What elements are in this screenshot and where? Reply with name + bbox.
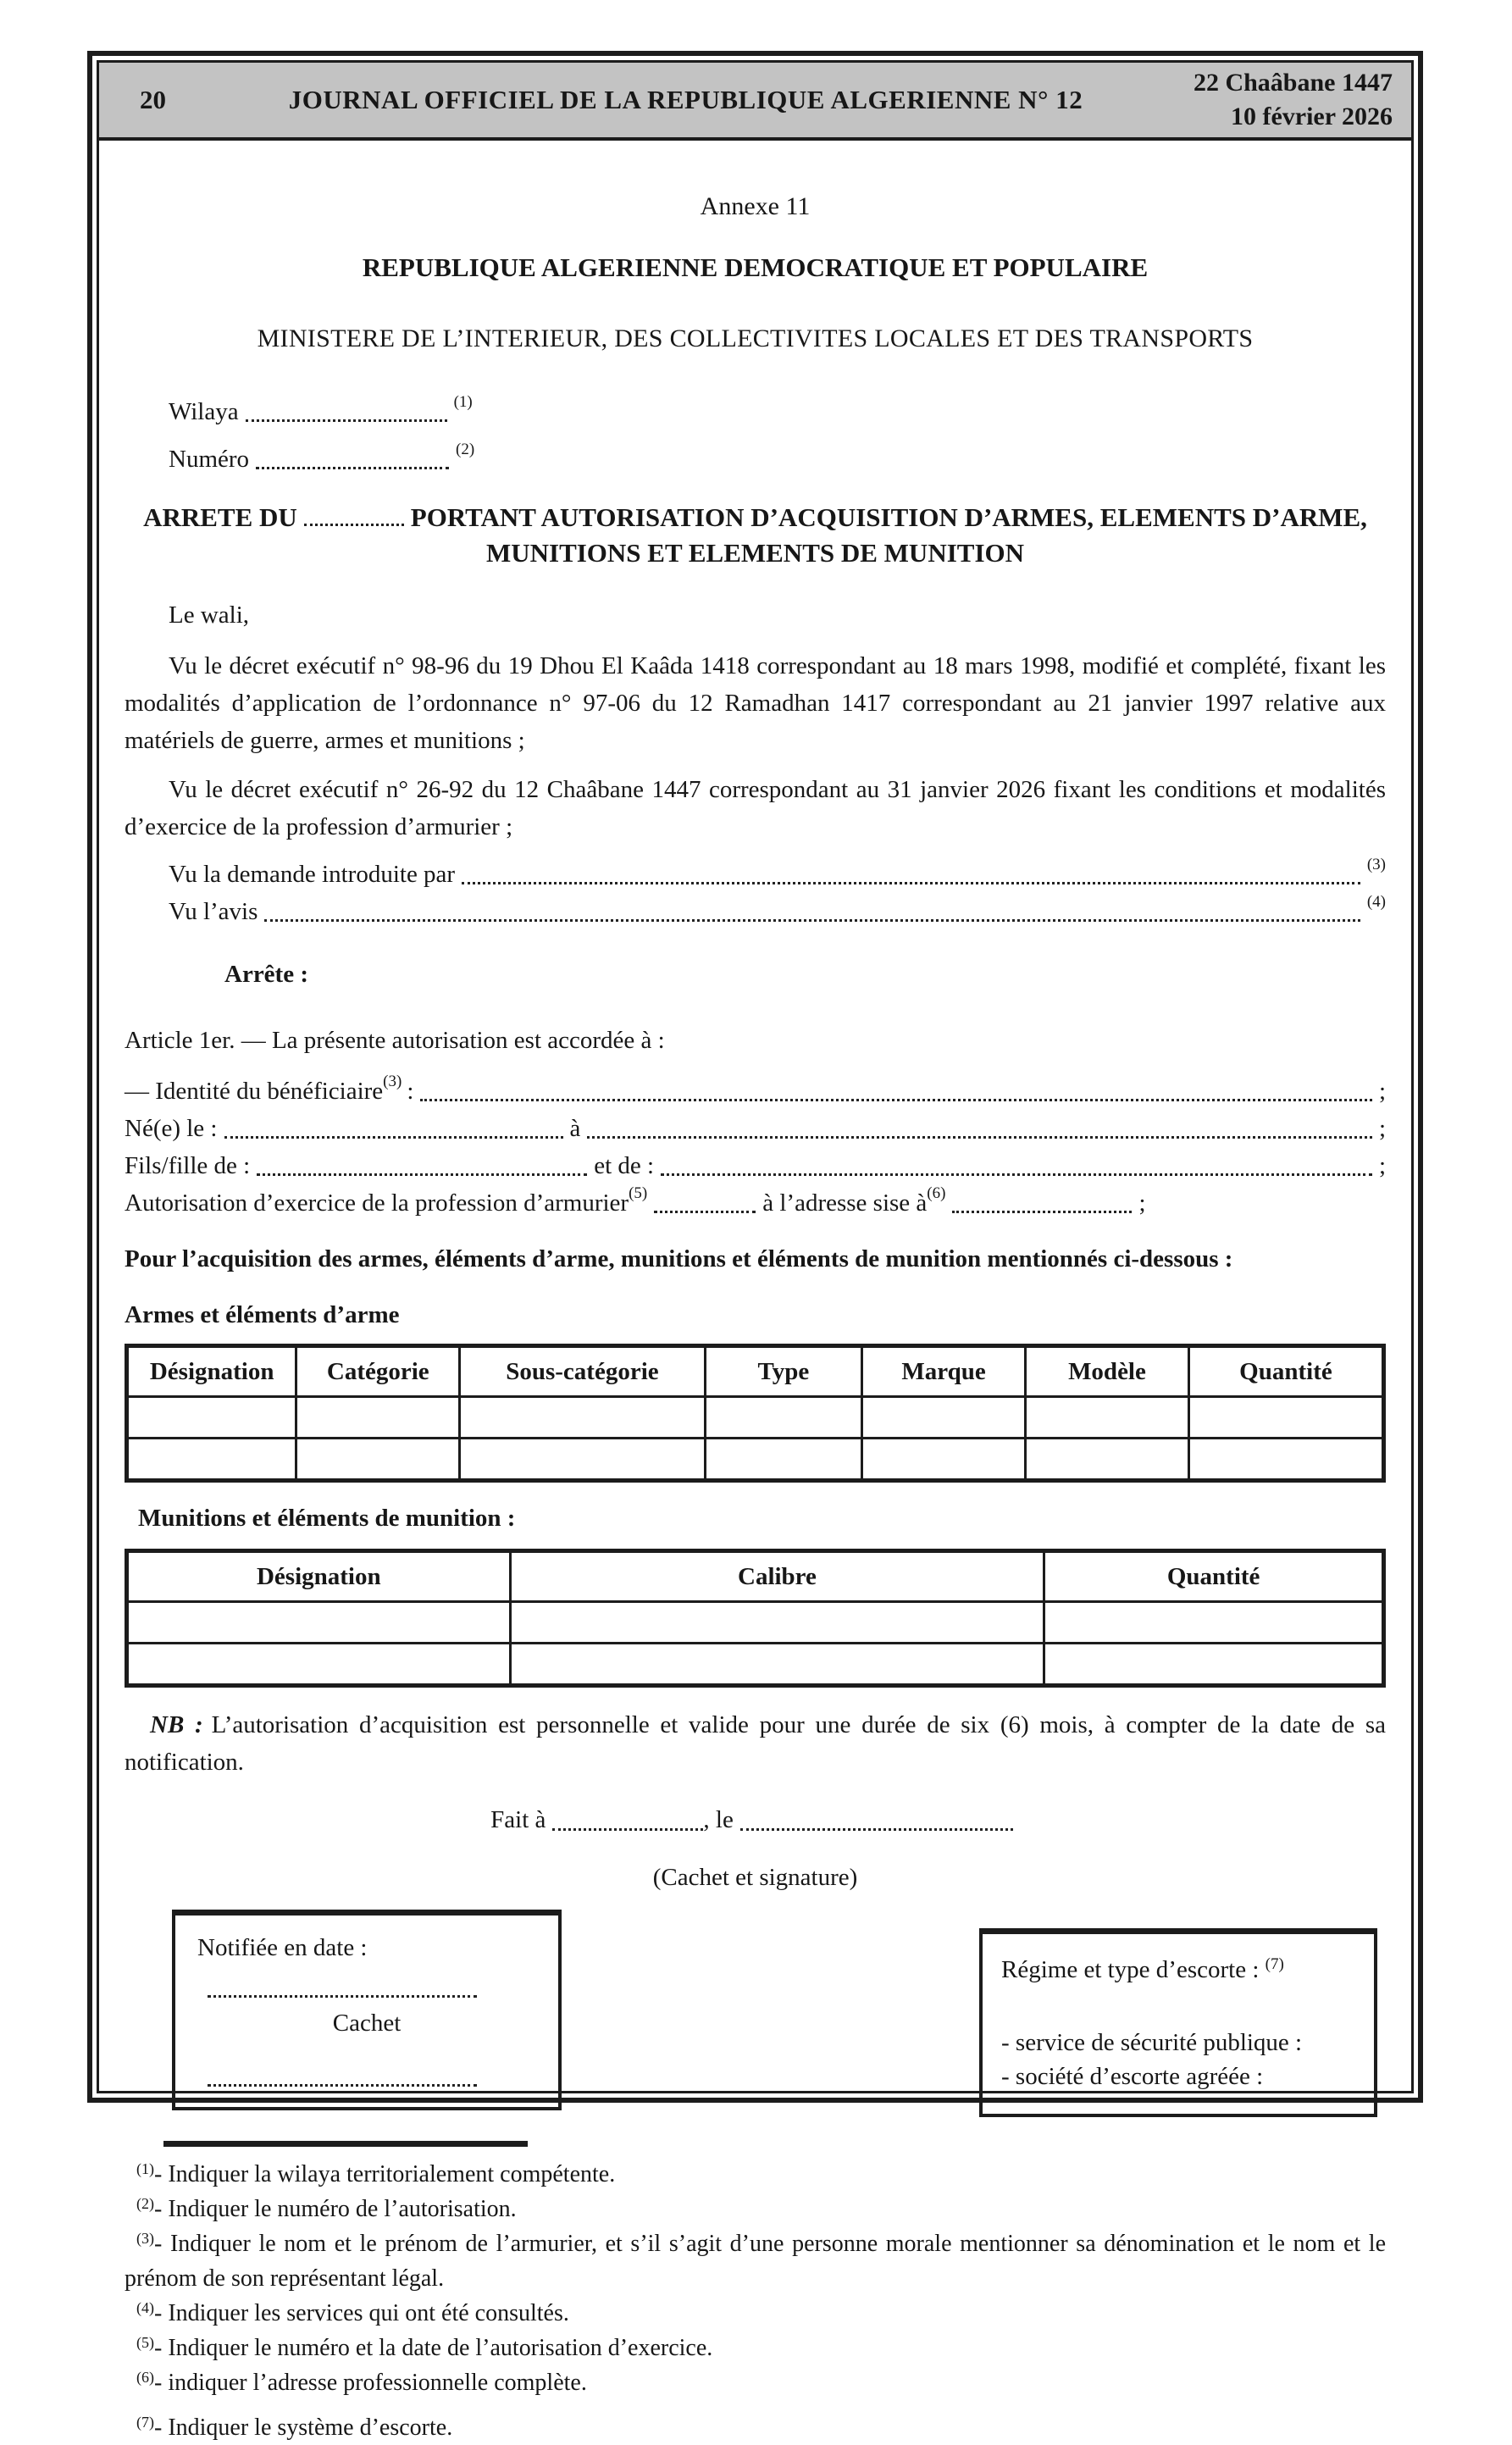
autorisation-label: Autorisation d’exercice de la profession d’armurier [125, 1189, 629, 1217]
identite-blank [420, 1099, 1372, 1101]
empty-cell [510, 1644, 1044, 1686]
footnote-7 [125, 2410, 1386, 2445]
munitions-col-quantite: Quantité [1044, 1551, 1384, 1602]
footnote-5-marker: (5) [136, 2334, 154, 2351]
identite-end: ; [1378, 1078, 1386, 1105]
notified-title: Notifiée en date : [197, 1934, 368, 1961]
empty-cell [1044, 1644, 1384, 1686]
nb-text: L’autorisation d’acquisition est personnelle et valide pour une durée de six (6) mois, à compter de la date de sa notification. [125, 1711, 1386, 1776]
journal-header-band [99, 63, 1411, 141]
empty-cell [127, 1397, 296, 1439]
munitions-table-row [127, 1602, 1384, 1644]
ne-date-blank [224, 1136, 563, 1139]
decree-title-suffix: PORTANT AUTORISATION D’ACQUISITION D’ARMES, ELEMENTS D’ARME, [410, 502, 1367, 532]
republic-title: REPUBLIQUE ALGERIENNE DEMOCRATIQUE ET POPULAIRE [362, 252, 1149, 282]
autorisation-num-blank [654, 1211, 756, 1213]
numero-blank [256, 467, 449, 469]
vu-demande-label: Vu la demande introduite par [169, 861, 456, 888]
vu-avis-blank [264, 919, 1360, 922]
nb-note [125, 1706, 1386, 1781]
wilaya-label: Wilaya [169, 398, 239, 425]
empty-cell [862, 1397, 1026, 1439]
armes-table-title: Armes et éléments d’arme [125, 1301, 400, 1328]
footnote-2-marker: (2) [136, 2195, 154, 2212]
decree-title-line2: MUNITIONS ET ELEMENTS DE MUNITION [485, 538, 1025, 568]
escort-box [979, 1928, 1377, 2117]
escort-title: Régime et type d’escorte : [1001, 1956, 1260, 1983]
armes-col-quantite: Quantité [1188, 1346, 1383, 1397]
escort-title-line [1001, 1951, 1355, 1988]
le-label: , le [703, 1806, 734, 1833]
armes-table-row [127, 1397, 1384, 1439]
wilaya-blank [246, 419, 447, 422]
field-vu-avis [125, 893, 1386, 930]
empty-cell [296, 1439, 460, 1481]
identite-colon: : [407, 1078, 414, 1105]
munitions-table [125, 1549, 1386, 1688]
armes-col-sous-categorie: Sous-catégorie [460, 1346, 705, 1397]
decree-title-prefix: ARRETE DU [143, 502, 297, 532]
decree-date-blank [304, 524, 404, 526]
cachet-label: Cachet [332, 2010, 402, 2037]
notified-date-blank [208, 1978, 477, 1998]
notified-box [172, 1910, 562, 2110]
date-gregorian: 10 février 2026 [1230, 103, 1393, 130]
empty-cell [705, 1439, 862, 1481]
footnote-ref-4: (4) [1366, 893, 1386, 911]
armes-col-modele: Modèle [1026, 1346, 1189, 1397]
ne-lieu-blank [587, 1136, 1372, 1139]
footnote-3-marker: (3) [136, 2230, 154, 2247]
fils-blank [257, 1173, 587, 1176]
article-1: Article 1er. — La présente autorisation est accordée à : [125, 1027, 665, 1054]
field-filiation [125, 1147, 1386, 1184]
armes-table [125, 1344, 1386, 1483]
empty-cell [862, 1439, 1026, 1481]
ne-mid: à [569, 1115, 581, 1142]
munitions-col-designation: Désignation [127, 1551, 511, 1602]
ne-label: Né(e) le : [125, 1115, 218, 1142]
footnote-ref-6: (6) [927, 1184, 946, 1202]
footnote-1-text: - Indiquer la wilaya territorialement compétente. [154, 2161, 616, 2187]
empty-cell [127, 1644, 511, 1686]
empty-cell [1188, 1397, 1383, 1439]
footnote-6 [125, 2365, 1386, 2400]
footnotes [125, 2157, 1386, 2445]
munitions-table-title: Munitions et éléments de munition : [138, 1505, 516, 1532]
footnote-ref-2: (2) [456, 441, 475, 458]
field-identite [125, 1073, 1386, 1110]
empty-cell [510, 1602, 1044, 1644]
munitions-table-row [127, 1644, 1384, 1686]
footnote-3 [125, 2226, 1386, 2296]
date-blank [740, 1828, 1013, 1831]
ne-end: ; [1378, 1115, 1386, 1142]
empty-cell [1188, 1439, 1383, 1481]
footnote-2-text: - Indiquer le numéro de l’autorisation. [154, 2196, 517, 2222]
adresse-blank [952, 1211, 1132, 1213]
decree-title [125, 500, 1386, 571]
annexe-number: Annexe 11 [700, 192, 811, 220]
footnote-4-marker: (4) [136, 2299, 154, 2316]
mere-blank [661, 1173, 1372, 1176]
identite-label: — Identité du bénéficiaire [125, 1078, 384, 1105]
footnote-7-text: - Indiquer le système d’escorte. [154, 2415, 453, 2441]
footnote-5-text: - Indiquer le numéro et la date de l’autorisation d’exercice. [154, 2335, 713, 2361]
footnote-6-text: - indiquer l’adresse professionnelle complète. [154, 2370, 587, 2396]
notified-signature-blank [208, 2067, 477, 2087]
footnote-ref-3b: (3) [383, 1073, 402, 1090]
autorisation-mid: à l’adresse sise à [762, 1189, 928, 1217]
empty-cell [127, 1439, 296, 1481]
visa-decree-2026: Vu le décret exécutif n° 26-92 du 12 Chaâbane 1447 correspondant au 31 janvier 2026 fixant les conditions et modalités d’exercice de la profession d’armurier ; [125, 776, 1386, 840]
footnote-ref-7: (7) [1265, 1955, 1284, 1973]
footnote-ref-3: (3) [1366, 856, 1386, 873]
field-autorisation-exercice [125, 1184, 1386, 1222]
empty-cell [1044, 1602, 1384, 1644]
autorisation-end: ; [1138, 1189, 1146, 1217]
ministry-title: MINISTERE DE L’INTERIEUR, DES COLLECTIVITES LOCALES ET DES TRANSPORTS [257, 324, 1254, 352]
empty-cell [127, 1602, 511, 1644]
armes-col-designation: Désignation [127, 1346, 296, 1397]
footnote-1 [125, 2157, 1386, 2192]
acquisition-intro: Pour l’acquisition des armes, éléments d’arme, munitions et éléments de munition mentionnés ci-dessous : [125, 1245, 1233, 1272]
footnote-1-marker: (1) [136, 2160, 154, 2177]
vu-avis-label: Vu l’avis [169, 898, 258, 925]
journal-title: JOURNAL OFFICIEL DE LA REPUBLIQUE ALGERIENNE N° 12 [288, 85, 1083, 114]
arrete-heading: Arrête : [224, 961, 308, 988]
empty-cell [1026, 1397, 1189, 1439]
empty-cell [1026, 1439, 1189, 1481]
field-vu-demande [125, 856, 1386, 893]
date-hijri: 22 Chaâbane 1447 [1193, 69, 1393, 97]
page-number: 20 [140, 85, 166, 114]
armes-col-categorie: Catégorie [296, 1346, 460, 1397]
footnote-5 [125, 2331, 1386, 2365]
fait-label: Fait à [490, 1806, 546, 1833]
footnote-6-marker: (6) [136, 2369, 154, 2386]
page-inner-frame [97, 60, 1414, 2441]
footnote-ref-1: (1) [453, 393, 473, 411]
escort-line-societe: - société d’escorte agréée : [1001, 2063, 1264, 2090]
footnote-4 [125, 2296, 1386, 2331]
empty-cell [460, 1439, 705, 1481]
le-wali: Le wali, [169, 602, 250, 629]
numero-label: Numéro [169, 446, 250, 473]
munitions-table-header-row [127, 1551, 1384, 1602]
vu-demande-blank [462, 882, 1360, 884]
empty-cell [460, 1397, 705, 1439]
footnote-7-marker: (7) [136, 2414, 154, 2431]
footnote-2 [125, 2192, 1386, 2226]
empty-cell [296, 1397, 460, 1439]
footnote-ref-5: (5) [629, 1184, 648, 1202]
field-ne-le [125, 1110, 1386, 1147]
armes-table-header-row [127, 1346, 1384, 1397]
form-content [99, 141, 1411, 2445]
armes-col-type: Type [705, 1346, 862, 1397]
fils-end: ; [1378, 1152, 1386, 1179]
fait-a-line [125, 1801, 1386, 1838]
visa-decree-1998: Vu le décret exécutif n° 98-96 du 19 Dhou El Kaâda 1418 correspondant au 18 mars 1998, modifié et complété, fixant les modalités d’application de l’ordonnance n° 97-06 du 12 Ramadhan 1417 correspondant au 21 janvier 1997 relative aux matériels de guerre, armes et munitions ; [125, 652, 1386, 754]
field-numero [125, 441, 1386, 478]
munitions-col-calibre: Calibre [510, 1551, 1044, 1602]
empty-cell [705, 1397, 862, 1439]
lieu-blank [552, 1828, 703, 1831]
footnote-4-text: - Indiquer les services qui ont été consultés. [154, 2300, 569, 2326]
armes-table-row [127, 1439, 1384, 1481]
page-frame [87, 51, 1423, 2441]
nb-label: NB : [150, 1711, 203, 1738]
escort-line-securite: - service de sécurité publique : [1001, 2029, 1303, 2056]
armes-col-marque: Marque [862, 1346, 1026, 1397]
cachet-signature: (Cachet et signature) [652, 1864, 858, 1891]
field-wilaya [125, 393, 1386, 430]
footnote-3-text: - Indiquer le nom et le prénom de l’armurier, et s’il s’agit d’une personne morale mentionner sa dénomination et le nom et le prénom de son représentant légal. [125, 2231, 1386, 2292]
footnote-separator [163, 2141, 528, 2147]
stamp-boxes [172, 1910, 1377, 2117]
fils-mid: et de : [594, 1152, 655, 1179]
fils-label: Fils/fille de : [125, 1152, 251, 1179]
journal-dates [1113, 66, 1411, 134]
